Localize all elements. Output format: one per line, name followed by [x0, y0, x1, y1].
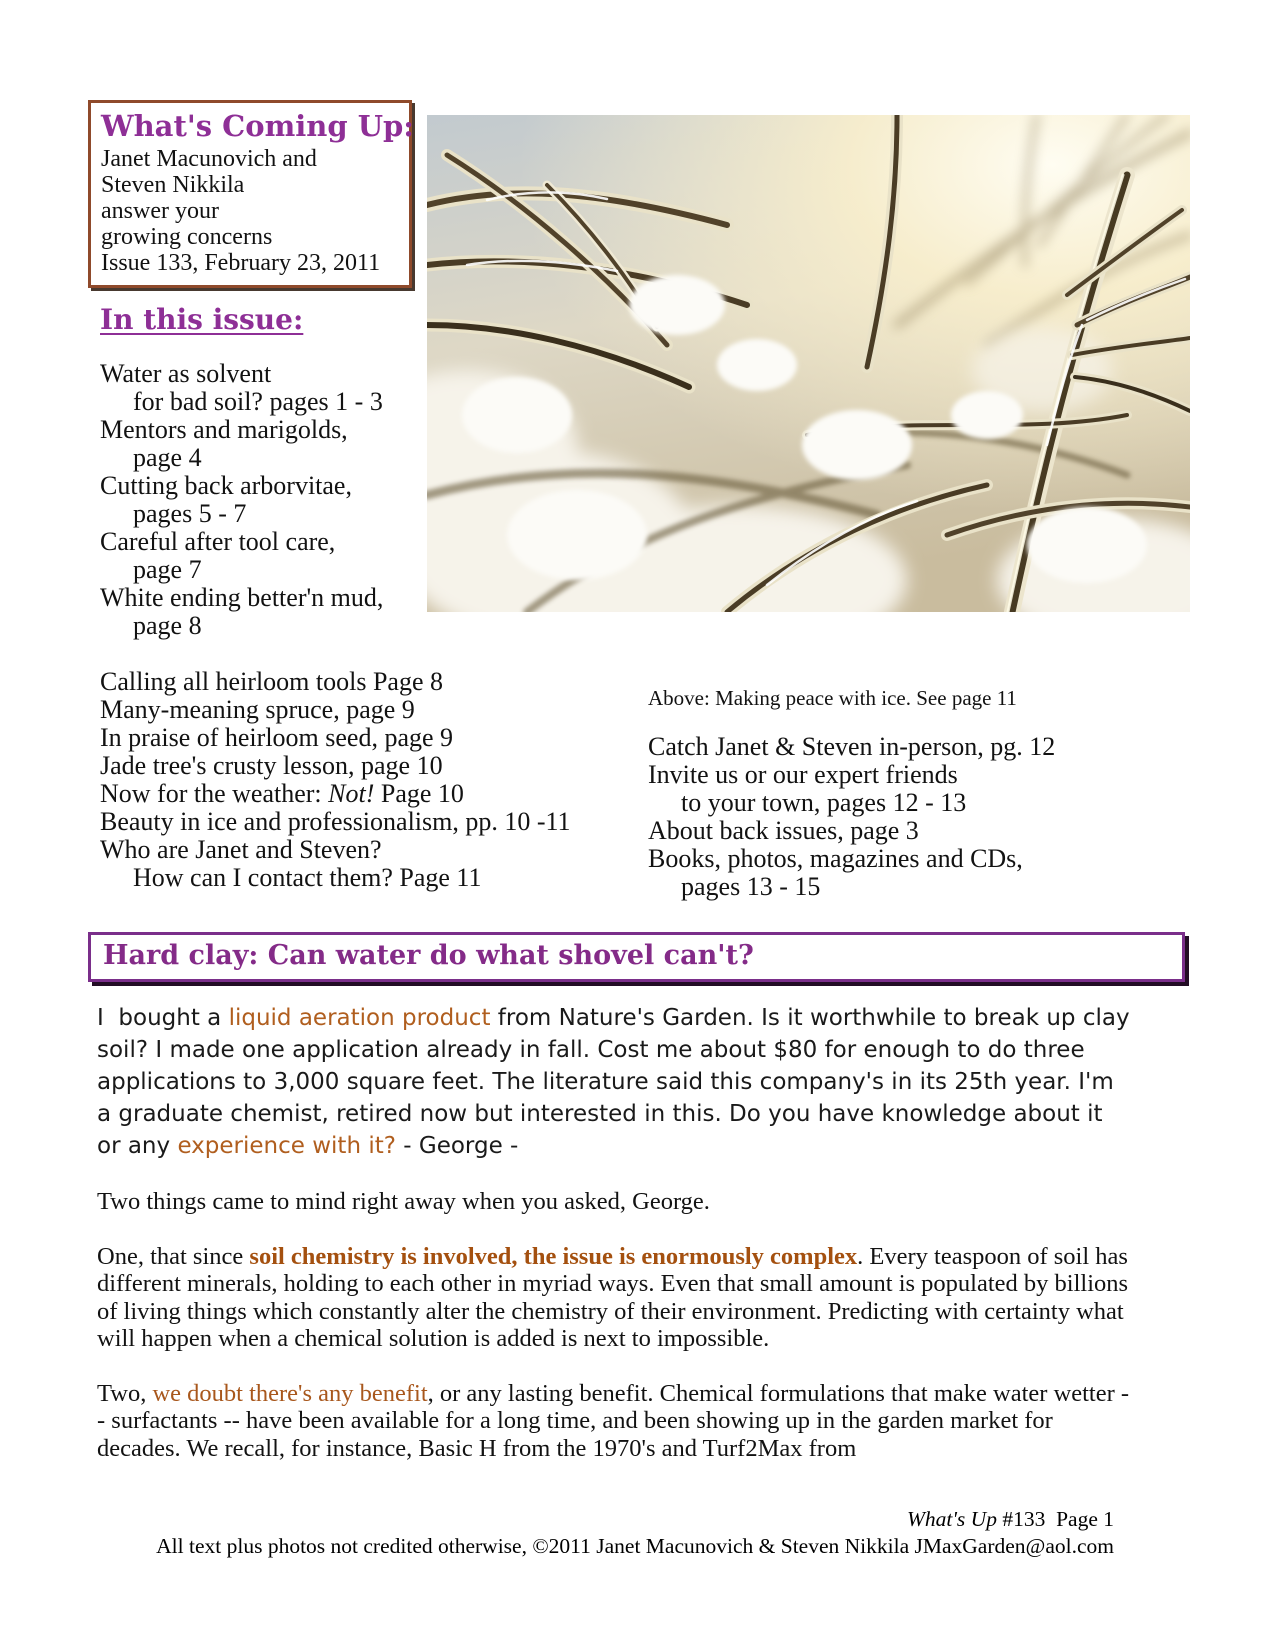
- toc-item: Beauty in ice and professionalism, pp. 10 -11: [100, 807, 571, 836]
- toc-item: page 4: [133, 443, 202, 472]
- toc-item: About back issues, page 3: [648, 816, 919, 845]
- toc-item: Many-meaning spruce, page 9: [100, 695, 415, 724]
- toc-item: Who are Janet and Steven?: [100, 835, 382, 864]
- toc-item: pages 13 - 15: [681, 872, 821, 901]
- highlight-text: experience with it?: [177, 1133, 396, 1159]
- toc-item: Calling all heirloom tools Page 8: [100, 667, 444, 696]
- masthead-line: answer your: [101, 198, 219, 224]
- reader-question: I bought a liquid aeration product from Nature's Garden. Is it worthwhile to break up clay soil? I made one application already in fall. Cost me about $80 for enough to do three applications to 3,000 square feet. The literature said this company's in its 25th year. I'm a graduate chemist, retired now but interested in this. Do you have knowledge about it or any experience with it? - George -: [97, 1005, 1130, 1159]
- article-header-bar: [88, 932, 1185, 982]
- masthead-box: [88, 100, 412, 288]
- toc-item: Jade tree's crusty lesson, page 10: [100, 751, 443, 780]
- toc-item: In praise of heirloom seed, page 9: [100, 723, 454, 752]
- masthead-line: Steven Nikkila: [101, 172, 245, 198]
- toc-item: Catch Janet & Steven in-person, pg. 12: [648, 732, 1056, 761]
- toc-item: pages 5 - 7: [133, 499, 247, 528]
- newsletter-title: What's Coming Up:: [101, 109, 414, 143]
- answer-paragraph: Two, we doubt there's any benefit, or any lasting benefit. Chemical formulations that make water wetter -- surfactants -- have been available for a long time, and been showing up in the garden market for decades. We recall, for instance, Basic H from the 1970's and Turf2Max from: [97, 1379, 1130, 1462]
- toc-item: How can I contact them? Page 11: [133, 863, 482, 892]
- in-this-issue-heading: In this issue:: [100, 303, 304, 336]
- toc-item: Invite us or our expert friends: [648, 760, 958, 789]
- toc-item: Mentors and marigolds,: [100, 415, 348, 444]
- highlight-text: we doubt there's any benefit: [152, 1379, 428, 1407]
- footer-copyright: All text plus photos not credited otherwise, ©2011 Janet Macunovich & Steven Nikkila JMaxGarden@aol.com: [156, 1534, 1114, 1558]
- masthead-line: Janet Macunovich and: [101, 146, 317, 172]
- toc-item: Careful after tool care,: [100, 527, 336, 556]
- answer-paragraph: One, that since soil chemistry is involved, the issue is enormously complex. Every teaspoon of soil has different minerals, holding to each other in myriad ways. Even that small amount is populated by billions of living things which constantly alter the chemistry of their environment. Predicting with certainty what will happen when a chemical solution is added is next to impossible.: [97, 1242, 1129, 1352]
- toc-block-2: [100, 668, 660, 892]
- masthead-issue-date: Issue 133, February 23, 2011: [101, 250, 381, 276]
- toc-item: for bad soil? pages 1 - 3: [133, 387, 383, 416]
- masthead-line: growing concerns: [101, 224, 273, 250]
- article-body: [97, 1002, 1131, 1489]
- toc-item: page 7: [133, 555, 202, 584]
- toc-item: page 8: [133, 611, 202, 640]
- answer-paragraph: Two things came to mind right away when you asked, George.: [97, 1188, 710, 1215]
- toc-block-1: [100, 360, 660, 640]
- toc-item: Cutting back arborvitae,: [100, 471, 352, 500]
- photo-caption: Above: Making peace with ice. See page 11: [648, 686, 1017, 710]
- highlight-text: liquid aeration product: [228, 1005, 491, 1031]
- toc-item: Water as solvent: [100, 359, 272, 388]
- in-this-issue: [100, 303, 660, 892]
- toc-item: Now for the weather: Not! Page 10: [100, 779, 464, 808]
- article-title: Hard clay: Can water do what shovel can't?: [103, 940, 754, 971]
- toc-item: to your town, pages 12 - 13: [681, 788, 967, 817]
- footer-issue-page: What's Up #133 Page 1: [906, 1507, 1114, 1531]
- page-footer: [88, 1506, 1114, 1560]
- highlight-text: soil chemistry is involved, the issue is enormously complex: [249, 1242, 858, 1270]
- toc-item: Books, photos, magazines and CDs,: [648, 844, 1023, 873]
- toc-item: White ending better'n mud,: [100, 583, 384, 612]
- right-column: [648, 686, 1208, 901]
